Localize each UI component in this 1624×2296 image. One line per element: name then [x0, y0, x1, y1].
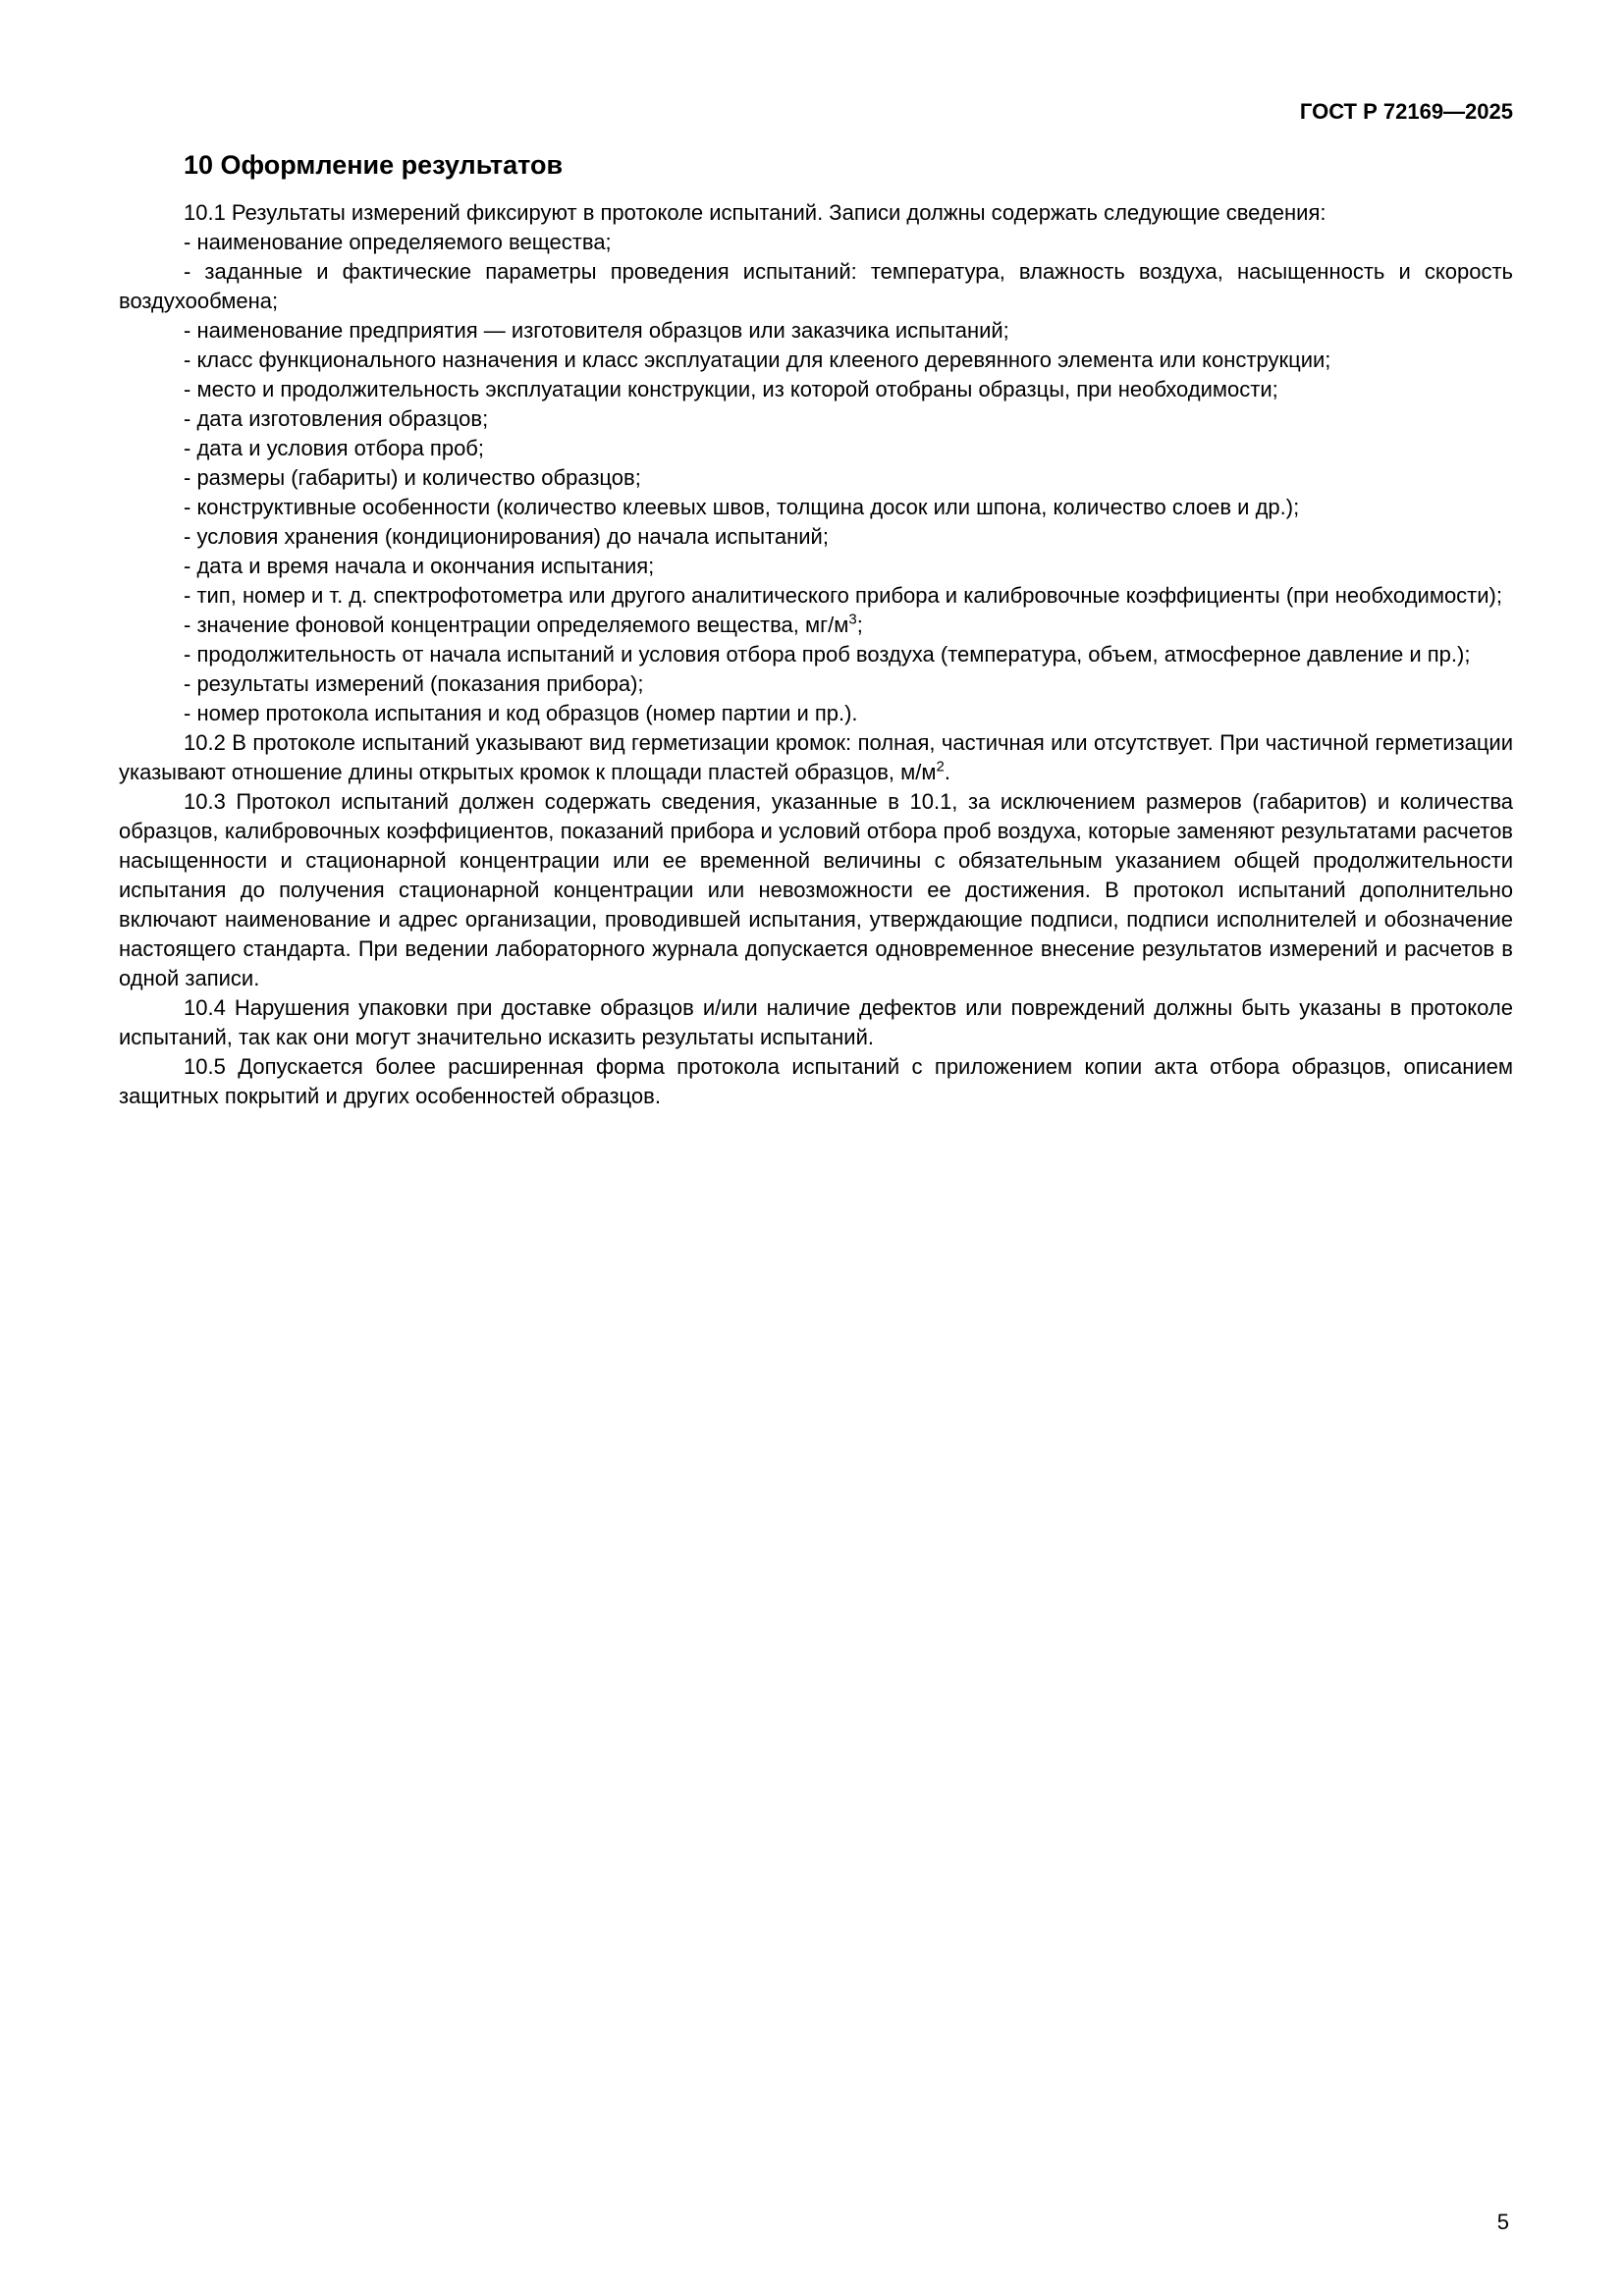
paragraph-10-4: 10.4 Нарушения упаковки при доставке образцов и/или наличие дефектов или повреждений должны быть указаны в протоколе испытаний, так как они могут значительно исказить результаты испытаний.	[119, 995, 1513, 1049]
list-item-parameters: - заданные и фактические параметры проведения испытаний: температура, влажность воздуха, насыщенность и скорость воздухообмена;	[119, 259, 1513, 313]
paragraph-10-2	[119, 728, 1513, 787]
list-item-sampling-date: - дата и условия отбора проб;	[184, 436, 485, 460]
list-item-text-post: ;	[856, 613, 863, 637]
paragraph-10-5: 10.5 Допускается более расширенная форма протокола испытаний с приложением копии акта отбора образцов, описанием защитных покрытий и других особенностей образцов.	[119, 1054, 1513, 1108]
list-item-construction: - конструктивные особенности (количество клеевых швов, толщина досок или шпона, количество слоев и др.);	[184, 495, 1300, 519]
page-number: 5	[1496, 2210, 1509, 2234]
paragraph-text-pre: 10.2 В протоколе испытаний указывают вид герметизации кромок: полная, частичная или отсутствует. При частичной герметизации указывают отношение длины открытых кромок к площади пластей образцов, м/м	[119, 730, 1513, 784]
superscript-2: 2	[936, 758, 945, 775]
paragraph-10-3: 10.3 Протокол испытаний должен содержать сведения, указанные в 10.1, за исключением размеров (габаритов) и количества образцов, калибровочных коэффициентов, показаний прибора и условий отбора проб воздуха, которые заменяют результатами расчетов насыщенности и стационарной концентрации или ее временной величины с обязательным указанием общей продолжительности испытания до получения стационарной концентрации или невозможности ее достижения. В протокол испытаний дополнительно включают наименование и адрес организации, проводившей испытания, утверждающие подписи, подписи исполнителей и обозначение настоящего стандарта. При ведении лабораторного журнала допускается одновременное внесение результатов измерений и расчетов в одной записи.	[119, 789, 1513, 990]
list-item-test-time: - дата и время начала и окончания испытания;	[184, 554, 655, 578]
list-item-manufacturer: - наименование предприятия — изготовителя образцов или заказчика испытаний;	[184, 318, 1009, 343]
list-item-duration: - продолжительность от начала испытаний и условия отбора проб воздуха (температура, объем, атмосферное давление и пр.);	[184, 642, 1471, 667]
list-item-manufacture-date: - дата изготовления образцов;	[184, 406, 489, 431]
list-item-background-concentration	[119, 611, 1513, 640]
list-item-instrument: - тип, номер и т. д. спектрофотометра или другого аналитического прибора и калибровочные коэффициенты (при необходимости);	[184, 583, 1502, 608]
list-item-class: - класс функционального назначения и класс эксплуатации для клееного деревянного элемента или конструкции;	[184, 347, 1331, 372]
paragraph-text-post: .	[944, 760, 950, 784]
list-item-protocol-number: - номер протокола испытания и код образцов (номер партии и пр.).	[184, 701, 858, 725]
list-item-storage: - условия хранения (кондиционирования) до начала испытаний;	[184, 524, 829, 549]
list-item-results: - результаты измерений (показания прибора);	[184, 671, 644, 696]
superscript-3: 3	[848, 611, 857, 628]
doc-code-header: ГОСТ Р 72169—2025	[1299, 99, 1513, 124]
section-heading: 10 Оформление результатов	[184, 150, 564, 180]
paragraph-10-1: 10.1 Результаты измерений фиксируют в протоколе испытаний. Записи должны содержать следующие сведения:	[184, 200, 1326, 225]
list-item-text-pre: - значение фоновой концентрации определяемого вещества, мг/м	[184, 613, 849, 637]
list-item-location: - место и продолжительность эксплуатации конструкции, из которой отобраны образцы, при необходимости;	[184, 377, 1278, 401]
list-item-substance: - наименование определяемого вещества;	[184, 230, 612, 254]
page-content	[119, 99, 1513, 1111]
list-item-dimensions: - размеры (габариты) и количество образцов;	[184, 465, 641, 490]
